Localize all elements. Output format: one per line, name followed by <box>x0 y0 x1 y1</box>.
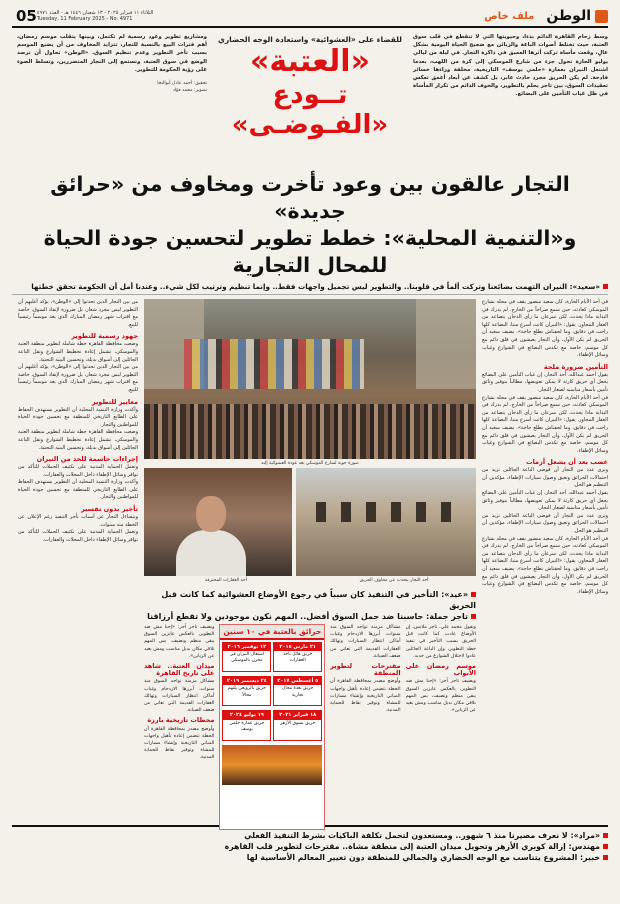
photo-caption: أحد العقارات المحترقة <box>205 578 247 583</box>
bullet-icon <box>603 844 608 849</box>
masthead-meta <box>12 7 153 25</box>
article-body <box>12 299 608 819</box>
right-column-text: في أحد الأيام الحارة، كان سعيد منصور يقف في محله بشارع الموسكي كعادته، حين سمع صراخاً من الخارج. لم يدرك في البداية ماذا يحدث، لكن سرعان ما رأى الدخان يتصاعد من العقار المجاور. يقول: «النيران كانت أسرع مننا، البضاعة كلها راحت في دقايق، وما لحقناش نطلع حاجة». يضيف سعيد أن الحريق لم يكن الأول، وأن التجار يعيشون في قلق دائم مع كل موسم، خاصة مع تكدس البضائع في الشوارع وغياب وسائل الإطفاء. <box>482 299 608 359</box>
bottom-quote-row <box>12 852 608 863</box>
lower-columns <box>144 624 476 830</box>
left-column-text-2b: وأكدت وزارة التنمية المحلية أن التطوير يستهدف الحفاظ على الطابع التاريخي للمنطقة مع تحسين جودة الحياة للمواطنين والتجار. <box>18 479 138 501</box>
bottom-quotes <box>12 825 608 863</box>
lower-column-text: وأوضح مصدر بمحافظة القاهرة أن الخطة تتضمن إعادة تأهيل واجهات المباني التاريخية وإنشاء مسارات للمشاة وتوفير نقاط للحماية المدنية. <box>143 726 215 761</box>
fire-timeline-box <box>219 624 325 830</box>
bottom-quote-row <box>12 830 608 841</box>
bullet-icon <box>603 284 608 289</box>
main-title: «العتبة» <box>250 44 370 79</box>
left-column-text-1b: من بين التجار الذين تحدثوا إلى «الوطن»، يؤكد أغلبهم أن التطوير ليس مجرد شعار، بل ضرورة لإنقاذ السوق، خاصة مع اقتراب شهر رمضان المبارك الذي يعد موسماً رئيسياً للبيع. <box>18 364 138 393</box>
bullet-icon <box>471 592 476 597</box>
side-intro-text: ومشاريع تطوير وعود رسمية لم تكتمل، وبينها يتقلب موسم رمضان، أهم فترات البيع بالنسبة للتجار، تتزايد المخاوف من أن يضيع الموسم بسبب تأخر التطوير وعدم تنظيم السوق. «الوطن» تحاول أن ترصد الوضع في سوق العتبة، وتستمع إلى التجار المتضررين، وتسلط الضوء على رؤية الحكومة للتطوير. <box>17 34 207 73</box>
timeline-date: ٢٤ ديسمبر ٢٠١٩ <box>223 677 270 685</box>
bullet-icon <box>603 833 608 838</box>
center-area <box>144 299 476 819</box>
headline-line-2: و«التنمية المحلية»: خطط تطوير لتحسين جودة الحياة للمحال التجارية <box>43 226 577 277</box>
lower-column-text: ويقول محمد علي، تاجر ملابس، إن الأوضاع عادت كما كانت قبل الحريق بسبب التأخير في تنفيذ خطة التطوير، وإن الباعة الجائلين عادوا لاحتلال الشوارع من جديد. <box>405 625 476 659</box>
timeline-item <box>222 676 271 706</box>
page-number: 05 <box>16 7 37 25</box>
clothes-stalls <box>184 339 364 389</box>
side-intro <box>17 33 207 167</box>
right-column-text-2b: يقول أحمد عبدالله، أحد التجار، إن غياب التأمين على البضائع يجعل أي حريق كارثة لا يمكن تعويضها، مطالباً بتوفير وثائق تأمين بأسعار مناسبة لصغار التجار. <box>482 490 608 512</box>
timeline-text: حريق بعدة محال تجارية <box>282 686 314 698</box>
logo-mark-icon <box>595 10 608 23</box>
bottom-quote-row <box>12 841 608 852</box>
crowd <box>144 404 476 459</box>
pull-quote-1: «عيد»: التأخير في التنفيذ كان سبباً في رجوع الأوضاع العشوائية كما كانت قبل الحريق <box>161 590 476 610</box>
timeline-row <box>220 708 324 742</box>
lower-column-text: مشاكل مزمنة تواجه السوق منذ سنوات، أبرزها الازدحام وغياب أماكن انتظار السيارات وتهالك العقارات القديمة التي تعاني من ضعف الصيانة. <box>330 625 401 659</box>
issue-date-en: Tuesday, 11 February 2025 - No. 4971 <box>36 16 133 22</box>
right-column-text-3: ويرى عدد من التجار أن فوضى الباعة الجائلين تزيد من احتمالات الحرائق وتعيق وصول سيارات الإطفاء، مؤكدين أن التنظيم هو الحل. <box>482 467 608 489</box>
title-block <box>215 33 405 167</box>
window <box>441 502 451 522</box>
photo-row <box>144 468 476 576</box>
logo-text: الوطن <box>546 8 591 24</box>
main-title-2: تــودع «الفـوضـى» <box>231 80 389 140</box>
lower-column <box>406 624 476 830</box>
timeline-text: حريق بسوق الأزهر <box>280 720 316 726</box>
credit-writer: تحقيق: أحمد عادل أبوالنجا <box>157 81 207 87</box>
logo <box>484 8 608 24</box>
pull-quote <box>144 589 476 622</box>
right-column <box>482 299 608 819</box>
bottom-quote-2: مهندس: إزالة كوبري الأزهر وتحويل ميدان العتبة إلى منطقة مشاة.. مقترحات لتطوير قلب القاهرة <box>224 842 600 851</box>
masthead <box>12 6 608 28</box>
subhead: التأمين ضرورة ملحة <box>543 362 608 371</box>
timeline-item <box>222 710 271 740</box>
left-column-text-1: وضعت محافظة القاهرة خطة شاملة لتطوير منطقة العتبة والموسكي، تشمل إعادة تخطيط الشوارع ونقل الباعة الجائلين إلى أسواق بديلة، وتحسين البنية التحتية. <box>18 341 138 363</box>
timeline-row <box>220 640 324 674</box>
left-column-text-1c: وضعت محافظة القاهرة خطة شاملة لتطوير منطقة العتبة والموسكي، تشمل إعادة تخطيط الشوارع ونقل الباعة الجائلين إلى أسواق بديلة، وتحسين البنية التحتية. <box>18 429 138 451</box>
headline <box>12 171 608 279</box>
window <box>341 502 351 522</box>
building-shape <box>416 299 476 389</box>
bullet-icon <box>471 614 476 619</box>
bullet-icon <box>603 855 608 860</box>
subhead: تأخير بدون تفسير <box>80 505 138 514</box>
lower-column-text: ويضيف تاجر آخر: «إحنا مش ضد التطوير، بالعكس عايزين السوق يبقى منظم ونضيف، بس المهم نلاقي مكان بديل مناسب ومش بعيد عن الزباين». <box>143 625 215 659</box>
window <box>316 502 326 522</box>
subhead: معايير للتطوير <box>91 397 138 406</box>
left-column-text-2: وأكدت وزارة التنمية المحلية أن التطوير يستهدف الحفاظ على الطابع التاريخي للمنطقة مع تحسين جودة الحياة للمواطنين والتجار. <box>18 406 138 428</box>
top-section <box>12 33 608 167</box>
intro-text: وسط زحام القاهرة الدائم بدءا، وحيويتها التي لا تنقطع في قلب سوق العتبة، حيث تختلط أصوات الباعة والزبائن مع ضجيج الحياة اليومية بشكل عالٍ، وقعت مأساة تركت أثرها العميق في ذاكرة التجار. في ليلة من ليالي يوليو الحارة تحول جزء من شارع الموسكي إلى كرة من اللهب، بعدما اشتعل النيران بعمارة «حلمي يوسف» التاريخية، مخلفة وراءها خسائر فادحة. لم يكن الحريق مجرد حادث عابر، بل كشف عن أبعاد أعمق تعكس تعقيدات السوق، بين تاجر يحلم بالتطوير، والخوف الدائم من تكرار المأساة في ظل غياب التأمين على البضائع. <box>413 34 608 98</box>
caption-row <box>144 576 476 585</box>
timeline-item <box>273 642 322 672</box>
pull-quote-2: تاجر جملة: حاسبنا ضد جمل السوق أفضل.. المهم نكون موجودين ولا تقطع أرزاقنا <box>147 612 468 621</box>
left-column <box>18 299 138 819</box>
kicker: للقضاء على «العشوائية» واستعادة الوجه الحضاري <box>217 35 402 44</box>
timeline-date: ١٨ فبراير ٢٠٢١ <box>274 711 321 719</box>
window <box>366 502 376 522</box>
burned-building-photo <box>296 468 476 576</box>
timeline-item <box>222 642 271 672</box>
trader-photo <box>144 468 292 576</box>
timeline-text: حريق بالرويعي يلتهم محالاً <box>227 686 266 698</box>
timeline-date: ٢١ مارس ٢٠١٥ <box>274 643 321 651</box>
lower-column-text: مشاكل مزمنة تواجه السوق منذ سنوات، أبرزها الازدحام وغياب أماكن انتظار السيارات وتهالك العقارات القديمة التي تعاني من ضعف الصيانة. <box>143 679 215 714</box>
person-shirt <box>176 530 246 576</box>
subhead: مقترحات لتطوير المنطقة <box>330 662 401 678</box>
timeline-date: ١٩ يوليو ٢٠٢٤ <box>223 711 270 719</box>
window <box>416 502 426 522</box>
left-column-text-3: وتعمل الحماية المدنية على تكثيف الحملات للتأكد من توافر وسائل الإطفاء داخل المحلات والعقارات. <box>18 464 138 478</box>
subhead: محطات تاريخية بارزة <box>147 716 215 725</box>
deck-text: «سعيد»: النيران التهمت بضائعنا وتركت ألماً في قلوبنا.. والتطوير ليس تجميل واجهات فقط.. وإنما تنظيم وترتيب لكل شيء.. وعندنا أمل أن الحكومة تحقق خطتها <box>31 282 600 291</box>
photo-caption: أحد التجار يتحدث عن مخاوف الحريق <box>359 578 429 583</box>
subhead: إجراءات حاسمة للحد من النيران <box>36 455 138 464</box>
section-label: ملف خاص <box>484 10 535 22</box>
photo-caption: صورة جوية لشارع الموسكي بعد عودة العشوائية إليه <box>261 461 359 466</box>
left-column-text: من بين التجار الذين تحدثوا إلى «الوطن»، يؤكد أغلبهم أن التطوير ليس مجرد شعار، بل ضرورة لإنقاذ السوق، خاصة مع اقتراب شهر رمضان المبارك الذي يعد موسماً رئيسياً للبيع. <box>18 299 138 328</box>
credit-photo: تصوير: محمد فؤاد <box>172 88 207 94</box>
bottom-quote-3: خبير: المشروع يتناسب مع الوجه الحضاري والجمالي للمنطقة دون تغيير المعالم الأساسية لها <box>246 853 600 862</box>
timeline-item <box>273 710 322 740</box>
lower-column-text: وأوضح مصدر بمحافظة القاهرة أن الخطة تتضمن إعادة تأهيل واجهات المباني التاريخية وإنشاء مسارات للمشاة وتوفير نقاط للحماية المدنية. <box>330 679 401 714</box>
right-column-text-3b: ويرى عدد من التجار أن فوضى الباعة الجائلين تزيد من احتمالات الحرائق وتعيق وصول سيارات الإطفاء، مؤكدين أن التنظيم هو الحل. <box>482 512 608 535</box>
timeline-date: ٥ أغسطس ٢٠١٧ <box>274 677 321 685</box>
subhead: غضب بعد أن يشعل أزمات <box>526 458 608 467</box>
subhead: ميدان العتبة.. شاهد على تاريخ القاهرة <box>143 662 215 678</box>
lower-column <box>144 624 214 830</box>
issue-date <box>37 10 154 22</box>
subhead: موسم رمضان على الأبواب <box>405 662 476 678</box>
timeline-text: حريق هائل بأحد العقارات <box>283 652 313 664</box>
deck <box>12 282 608 295</box>
lower-column <box>330 624 400 830</box>
window <box>391 502 401 522</box>
timeline-text: حريق عمارة حلمي يوسف <box>229 720 265 732</box>
timeline-date: ١٢ نوفمبر ٢٠١٦ <box>223 643 270 651</box>
person-face <box>196 496 226 532</box>
subhead: جهود رسمية للتطوير <box>71 332 138 341</box>
timeline-title: حرائق بالعتبة في ١٠ سنين <box>220 625 324 640</box>
issue-date-ar: الثلاثاء ١١ فبراير ٢٠٢٥ - ١٣ شعبان ١٤٤٦ هـ - العدد ٤٩٧١ <box>36 10 154 16</box>
timeline-row <box>220 674 324 708</box>
right-column-text-1c: في أحد الأيام الحارة، كان سعيد منصور يقف في محله بشارع الموسكي كعادته، حين سمع صراخاً من الخارج. لم يدرك في البداية ماذا يحدث، لكن سرعان ما رأى الدخان يتصاعد من العقار المجاور. يقول: «النيران كانت أسرع مننا، البضاعة كلها راحت في دقايق، وما لحقناش نطلع حاجة». يضيف سعيد أن الحريق لم يكن الأول، وأن التجار يعيشون في قلق دائم مع كل موسم، خاصة مع تكدس البضائع في الشوارع وغياب وسائل الإطفاء. <box>482 535 608 595</box>
market-aerial-photo <box>144 299 476 459</box>
left-column-text-4: ويتساءل التجار عن أسباب تأخر التنفيذ رغم الإعلان عن الخطة منذ سنوات. <box>18 514 138 528</box>
fire-image <box>222 745 322 785</box>
right-column-text-1b: في أحد الأيام الحارة، كان سعيد منصور يقف في محله بشارع الموسكي كعادته، حين سمع صراخاً من الخارج. لم يدرك في البداية ماذا يحدث، لكن سرعان ما رأى الدخان يتصاعد من العقار المجاور. يقول: «النيران كانت أسرع مننا، البضاعة كلها راحت في دقايق، وما لحقناش نطلع حاجة». يضيف سعيد أن الحريق لم يكن الأول، وأن التجار يعيشون في قلق دائم مع كل موسم، خاصة مع تكدس البضائع في الشوارع وغياب وسائل الإطفاء. <box>482 394 608 454</box>
timeline-text: اشتعال النيران في مخزن بالموسكي <box>229 652 265 664</box>
left-column-text-3b: وتعمل الحماية المدنية على تكثيف الحملات للتأكد من توافر وسائل الإطفاء داخل المحلات والعقارات. <box>18 529 138 543</box>
lower-column-text: ويضيف تاجر آخر: «إحنا مش ضد التطوير، بالعكس عايزين السوق يبقى منظم ونضيف، بس المهم نلاقي مكان بديل مناسب ومش بعيد عن الزباين». <box>405 679 476 714</box>
bottom-quote-1: «مراد»: لا نعرف مصيرنا منذ ٦ شهور.. ومستعدون لتحمل تكلفة الباكيات بشرط التنفيذ الفعلي <box>244 831 600 840</box>
timeline-item <box>273 676 322 706</box>
headline-line-1: التجار عالقون بين وعود تأخرت ومخاوف من «حرائق جديدة» <box>50 172 570 223</box>
right-column-text-2: يقول أحمد عبدالله، أحد التجار، إن غياب التأمين على البضائع يجعل أي حريق كارثة لا يمكن تعويضها، مطالباً بتوفير وثائق تأمين بأسعار مناسبة لصغار التجار. <box>482 371 608 393</box>
